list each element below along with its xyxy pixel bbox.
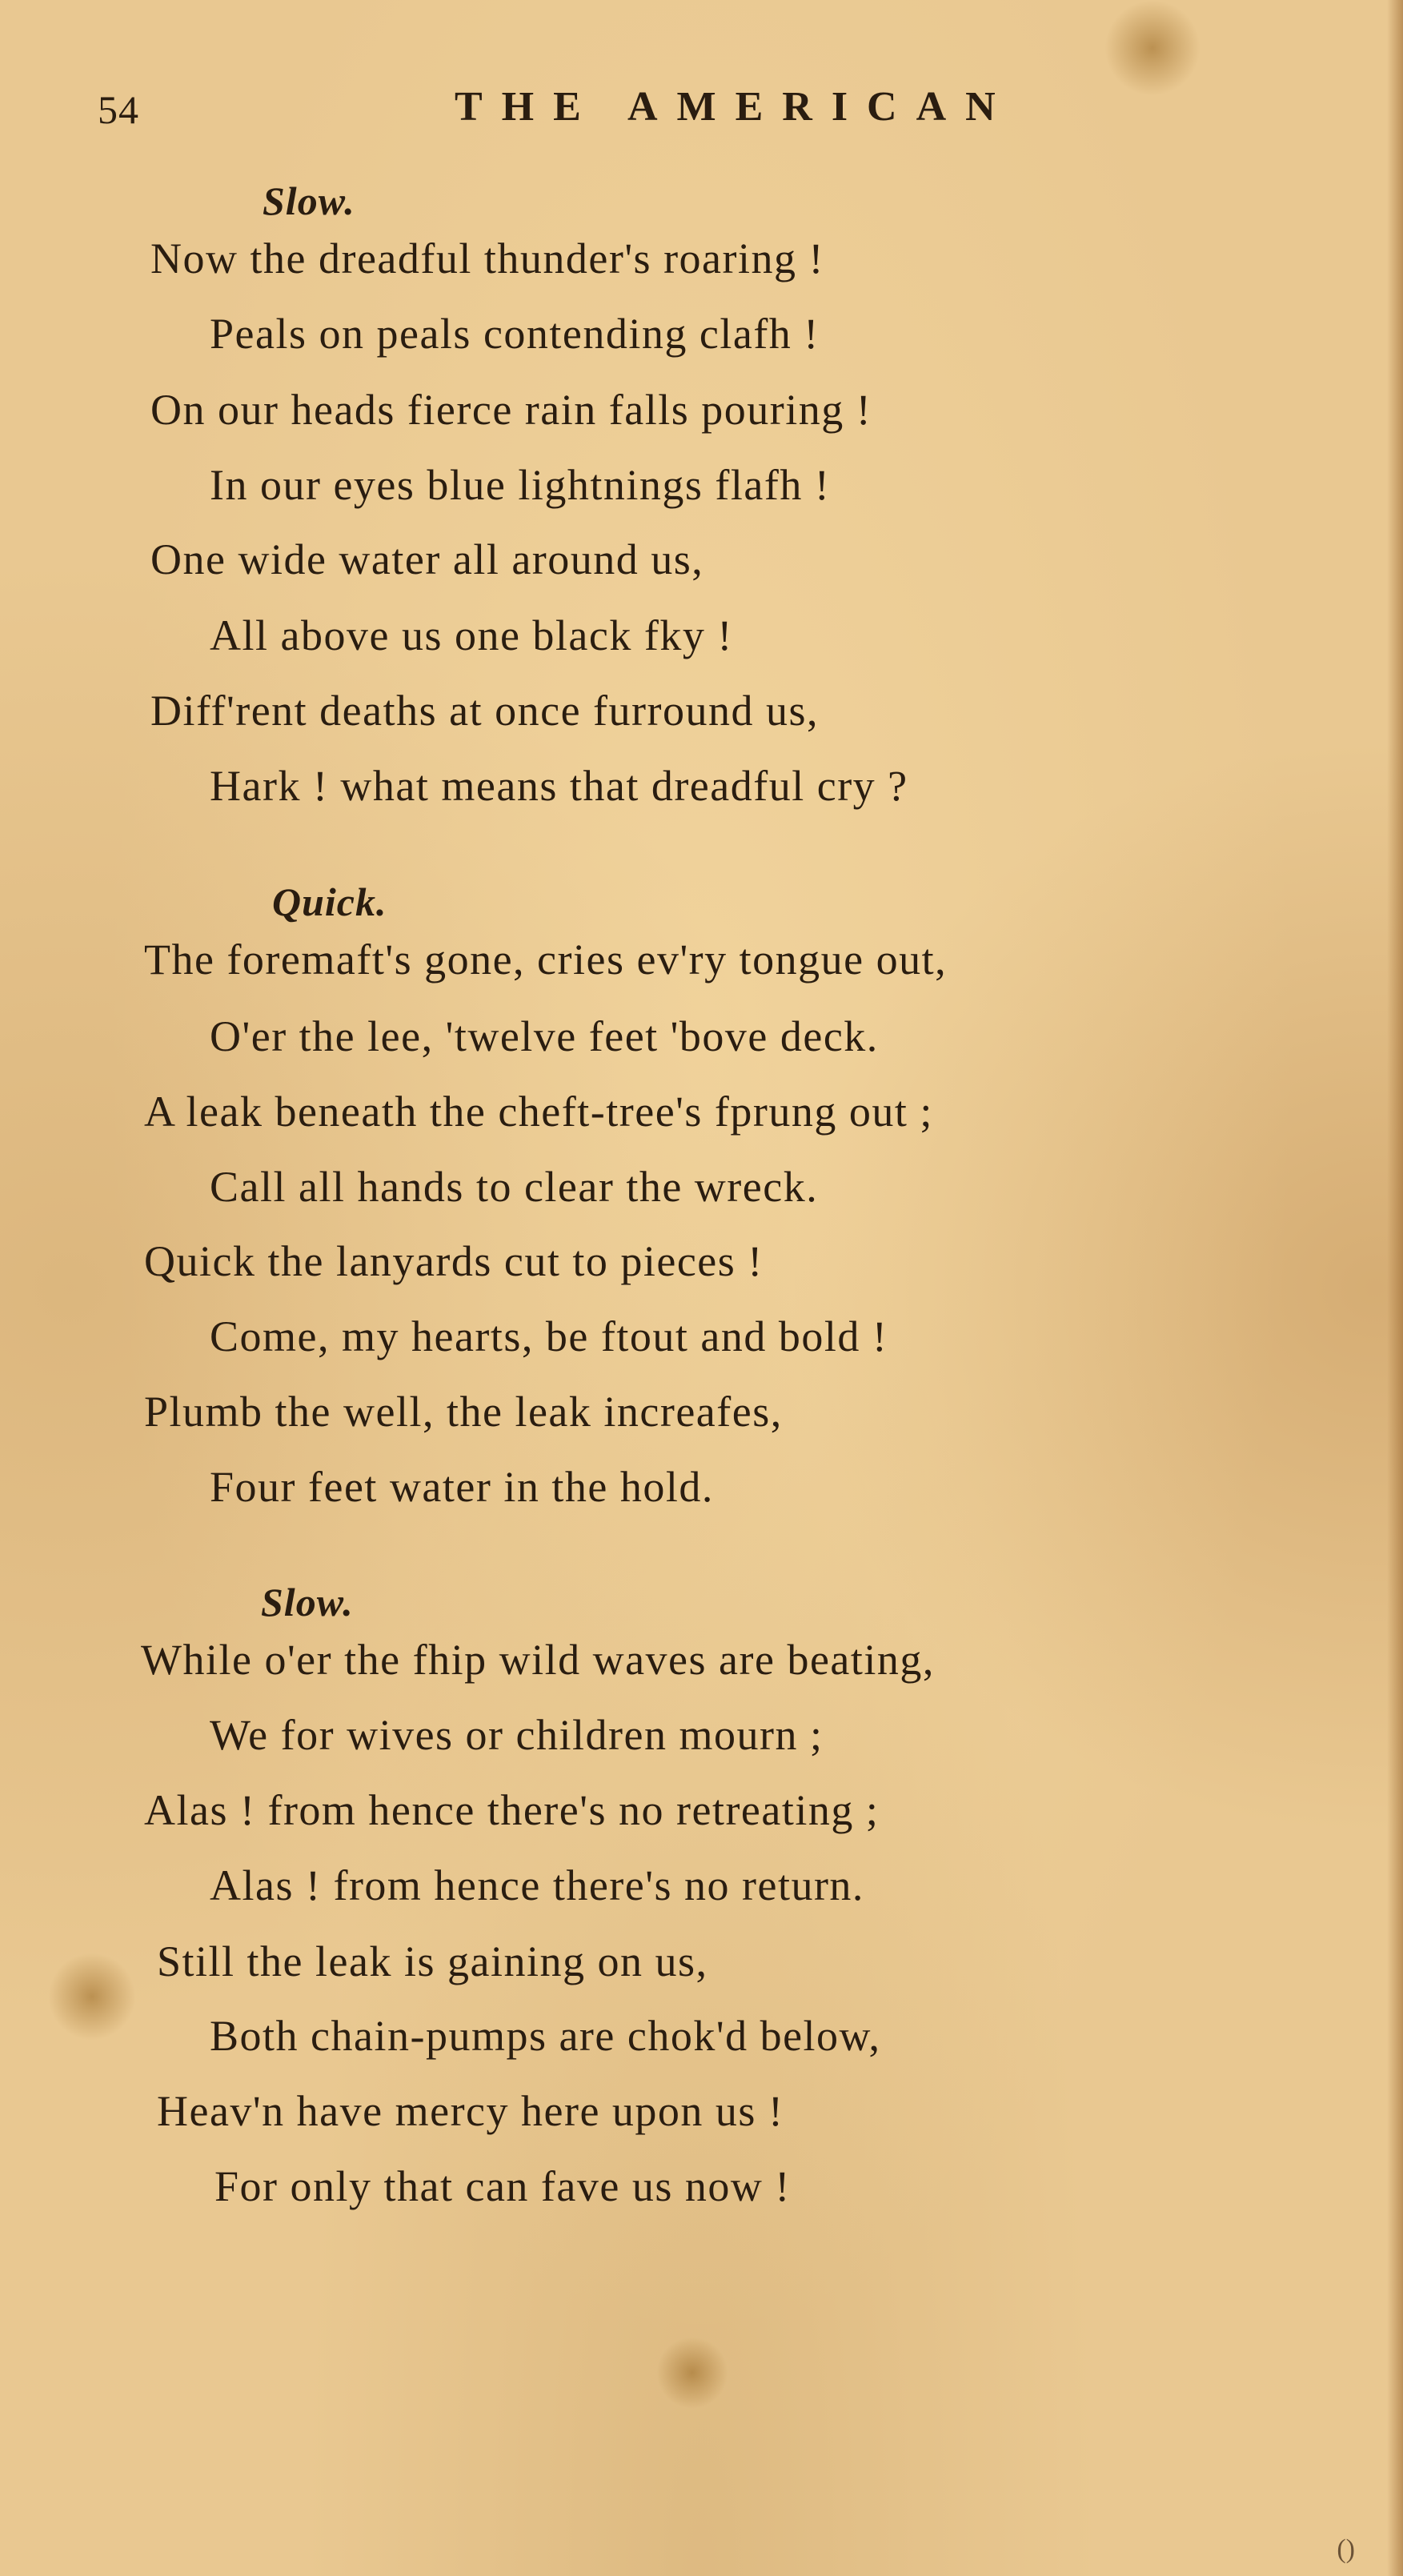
verse-line: Alas ! from hence there's no return. <box>210 1861 864 1909</box>
tempo-marking: Slow. <box>263 178 355 223</box>
tempo-marking: Slow. <box>261 1580 354 1625</box>
page-edge-shadow <box>1387 0 1403 2576</box>
ink-stain-bottom <box>656 2337 728 2409</box>
verse-line: The foremaft's gone, cries ev'ry tongue out, <box>144 935 948 984</box>
verse-line: We for wives or children mourn ; <box>210 1711 824 1759</box>
verse-line: Diff'rent deaths at once furround us, <box>150 687 819 735</box>
verse-line: While o'er the fhip wild waves are beating, <box>141 1636 935 1684</box>
ink-stain-top-right <box>1104 0 1201 96</box>
verse-line: Peals on peals contending clafh ! <box>210 310 820 358</box>
verse-line: For only that can fave us now ! <box>214 2162 791 2210</box>
ink-stain-left <box>48 1953 136 2041</box>
tempo-marking: Quick. <box>272 879 387 924</box>
verse-line: Both chain-pumps are chok'd below, <box>210 2012 881 2060</box>
running-head: THE AMERICAN <box>455 84 1015 130</box>
page-number: 54 <box>98 87 139 132</box>
verse-line: Quick the lanyards cut to pieces ! <box>144 1237 764 1285</box>
verse-line: Still the leak is gaining on us, <box>157 1937 708 1985</box>
verse-line: Come, my hearts, be ftout and bold ! <box>210 1312 888 1360</box>
verse-line: All above us one black fky ! <box>210 611 733 659</box>
corner-mark: () <box>1337 2534 1355 2564</box>
verse-line: On our heads fierce rain falls pouring ! <box>150 386 872 434</box>
verse-line: In our eyes blue lightnings flafh ! <box>210 461 831 509</box>
verse-line: Four feet water in the hold. <box>210 1463 714 1511</box>
verse-line: One wide water all around us, <box>150 535 704 583</box>
verse-line: O'er the lee, 'twelve feet 'bove deck. <box>210 1012 879 1060</box>
verse-line: Now the dreadful thunder's roaring ! <box>150 234 824 282</box>
verse-line: Heav'n have mercy here upon us ! <box>157 2087 784 2135</box>
verse-line: Hark ! what means that dreadful cry ? <box>210 762 908 810</box>
verse-line: Call all hands to clear the wreck. <box>210 1163 819 1211</box>
verse-line: Plumb the well, the leak increafes, <box>144 1388 783 1436</box>
verse-line: A leak beneath the cheft-tree's fprung out ; <box>144 1088 933 1136</box>
verse-line: Alas ! from hence there's no retreating ; <box>144 1786 880 1834</box>
